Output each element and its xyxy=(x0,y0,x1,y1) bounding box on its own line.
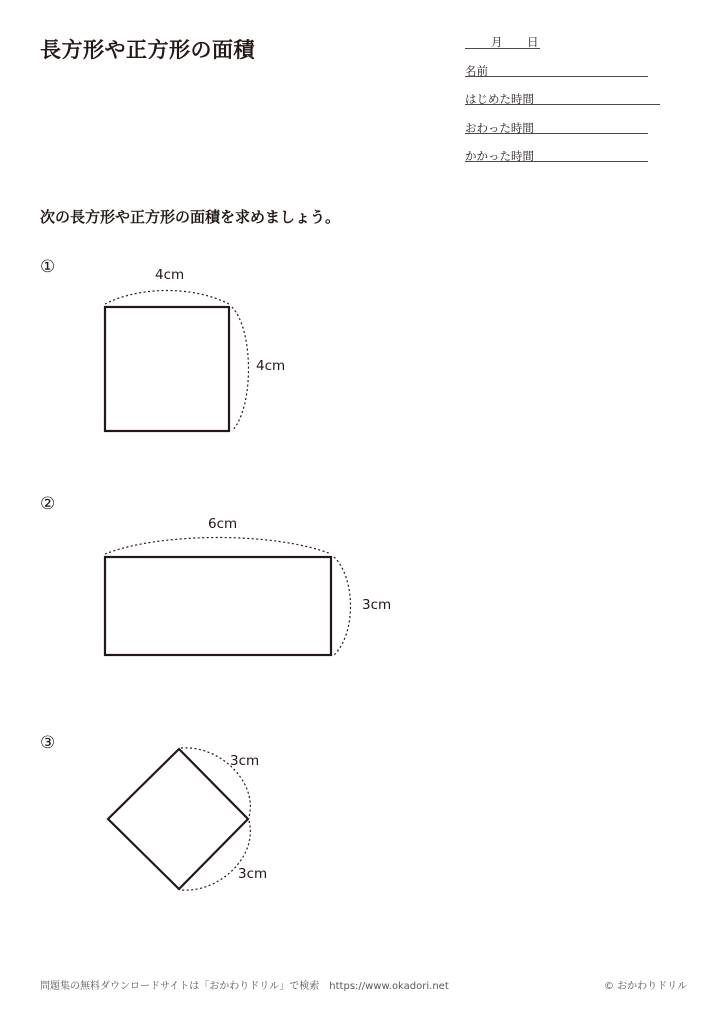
question-number-3: ③ xyxy=(40,733,56,753)
side-dimension-arc-2 xyxy=(334,557,351,655)
side-dimension-arc-1 xyxy=(232,307,249,431)
diamond-shape-3 xyxy=(108,749,248,889)
month-label: 月 xyxy=(491,35,503,49)
side-label-3a: 3cm xyxy=(230,753,260,769)
day-label: 日 xyxy=(527,35,539,49)
footer-copyright: © おかわりドリル xyxy=(604,981,688,992)
rectangle-shape-2 xyxy=(105,557,331,655)
width-label-2: 6cm xyxy=(208,516,238,532)
elapsed-time-label: かかった時間 xyxy=(465,149,534,163)
footer-site-link[interactable]: 問題集の無料ダウンロードサイトは「おかわりドリル」で検索 https://www.okadori.net xyxy=(40,981,449,992)
side-label-3b: 3cm xyxy=(238,866,268,882)
page-title: 長方形や正方形の面積 xyxy=(40,38,255,62)
top-dimension-arc-2 xyxy=(105,538,331,555)
name-label: 名前 xyxy=(465,64,488,78)
question-number-2: ② xyxy=(40,494,56,514)
instruction-text: 次の長方形や正方形の面積を求めましょう。 xyxy=(40,208,341,226)
width-label-1: 4cm xyxy=(155,267,185,283)
question-number-1: ① xyxy=(40,257,56,277)
end-time-label: おわった時間 xyxy=(465,121,534,135)
top-dimension-arc-1 xyxy=(105,291,229,305)
height-label-1: 4cm xyxy=(256,358,286,374)
start-time-label: はじめた時間 xyxy=(465,92,534,106)
square-shape-1 xyxy=(105,307,229,431)
height-label-2: 3cm xyxy=(362,597,392,613)
